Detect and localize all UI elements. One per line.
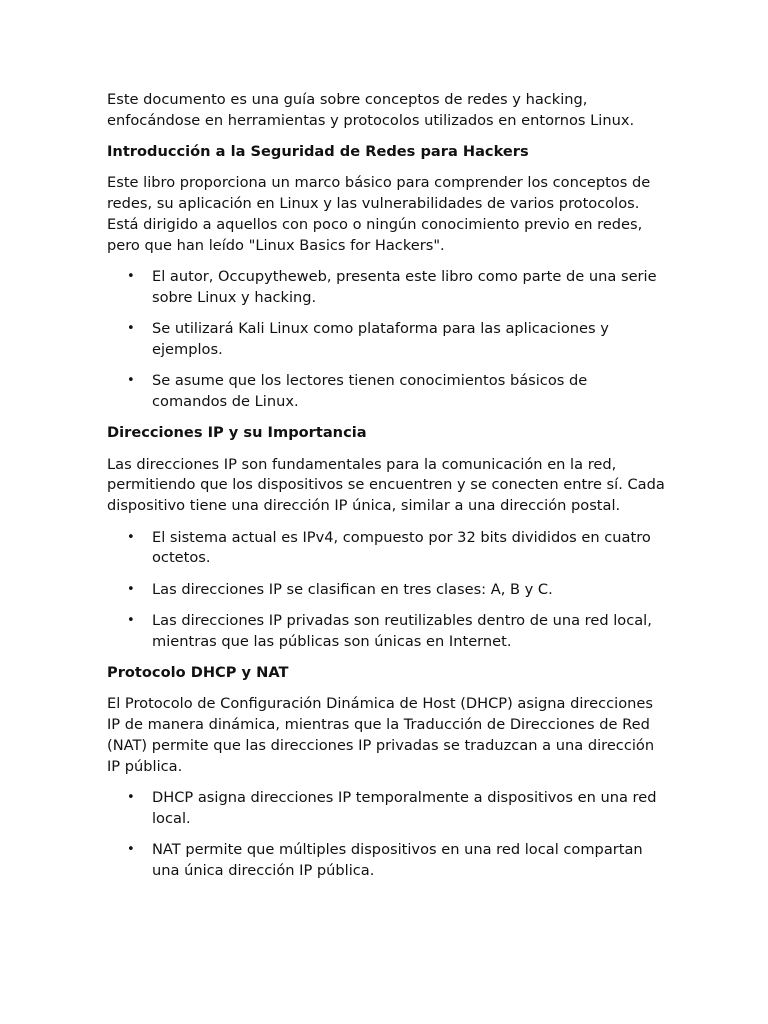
bullet-icon: • <box>127 373 135 389</box>
section-paragraph: Las direcciones IP son fundamentales para la comunicación en la red, permitiendo que los dispositivos se encuentren y se conecten entre sí. Cada dispositivo tiene una dirección IP única, similar a una dirección postal. <box>107 455 665 515</box>
list-item-text: El autor, Occupytheweb, presenta este libro como parte de una serie sobre Linux y hacking. <box>152 268 657 306</box>
bullet-icon: • <box>127 581 135 597</box>
list-item <box>107 319 667 361</box>
document-page <box>107 90 667 892</box>
section-heading: Protocolo DHCP y NAT <box>107 664 289 682</box>
section-paragraph: El Protocolo de Configuración Dinámica de Host (DHCP) asigna direcciones IP de manera dinámica, mientras que la Traducción de Direcciones de Red (NAT) permite que las direcciones IP privadas se traduzcan a una dirección IP pública. <box>107 695 655 775</box>
bullet-list <box>107 528 667 653</box>
section-heading: Direcciones IP y su Importancia <box>107 424 367 442</box>
list-item <box>107 611 667 653</box>
section-ip-addresses <box>107 423 667 652</box>
intro-paragraph: Este documento es una guía sobre conceptos de redes y hacking, enfocándose en herramientas y protocolos utilizados en entornos Linux. <box>107 91 635 129</box>
list-item-text: Las direcciones IP se clasifican en tres clases: A, B y C. <box>152 580 553 598</box>
list-item <box>107 528 667 570</box>
list-item-text: Se utilizará Kali Linux como plataforma para las aplicaciones y ejemplos. <box>152 320 609 358</box>
list-item <box>107 371 667 413</box>
bullet-icon: • <box>127 790 135 806</box>
bullet-icon: • <box>127 612 135 628</box>
section-dhcp-nat <box>107 663 667 882</box>
section-intro-security <box>107 142 667 413</box>
list-item <box>107 840 667 882</box>
bullet-list <box>107 267 667 413</box>
list-item <box>107 580 667 601</box>
bullet-icon: • <box>127 842 135 858</box>
list-item-text: DHCP asigna direcciones IP temporalmente a dispositivos en una red local. <box>152 789 657 827</box>
bullet-icon: • <box>127 321 135 337</box>
list-item-text: Las direcciones IP privadas son reutilizables dentro de una red local, mientras que las públicas son únicas en Internet. <box>152 611 652 650</box>
list-item-text: El sistema actual es IPv4, compuesto por 32 bits divididos en cuatro octetos. <box>152 528 651 567</box>
section-paragraph: Este libro proporciona un marco básico para comprender los conceptos de redes, su aplicación en Linux y las vulnerabilidades de varios protocolos. Está dirigido a aquellos con poco o ningún conocimiento previo en redes, pero que han leído "Linux Basics for Hackers". <box>107 174 651 254</box>
bullet-icon: • <box>127 529 135 545</box>
list-item-text: NAT permite que múltiples dispositivos en una red local compartan una única dirección IP pública. <box>152 841 643 879</box>
list-item <box>107 788 667 830</box>
section-heading: Introducción a la Seguridad de Redes para Hackers <box>107 143 529 161</box>
list-item-text: Se asume que los lectores tienen conocimientos básicos de comandos de Linux. <box>152 372 588 411</box>
bullet-list <box>107 788 667 882</box>
bullet-icon: • <box>127 269 135 285</box>
list-item <box>107 267 667 309</box>
